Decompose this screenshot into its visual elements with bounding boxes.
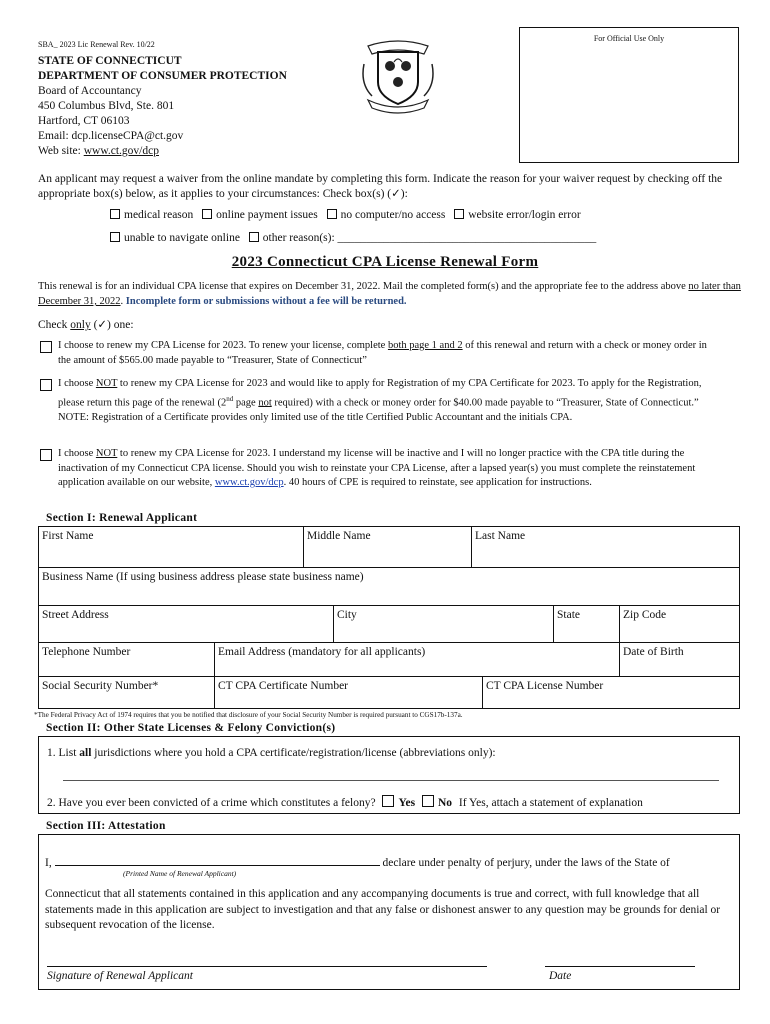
yes-label: Yes [398,797,416,809]
date-of-birth-field[interactable] [619,642,739,676]
field-label: First Name [42,530,94,542]
waiver-payment-checkbox[interactable] [202,209,212,219]
choice-emphasis: both page 1 and 2 [387,340,463,351]
first-name-field[interactable] [39,527,303,567]
field-label: CT CPA Certificate Number [218,680,349,692]
incomplete-warning: Incomplete form or submissions without a fee will be returned. [125,296,407,307]
question-emphasis: all [79,747,92,759]
state-seal-icon [358,34,438,114]
intro-text: . [120,296,126,307]
choice-renew-license [58,339,718,368]
cpa-license-field[interactable] [482,676,739,708]
renewal-intro [38,279,743,309]
waiver-option-label: unable to navigate online [124,232,240,244]
field-label: Social Security Number* [42,680,159,692]
field-label: Date of Birth [623,646,684,658]
choice-text: I choose [58,448,96,459]
waiver-intro: An applicant may request a waiver from the online mandate by completing this form. Indicate the reason for your waiver request by checking off the appropriate box(s) below, as it applies to your circumstances: Check box(s) (✓): [38,173,723,200]
no-label: No [437,797,453,809]
field-label: Business Name (If using business address please state business name) [42,571,364,583]
waiver-option-label: website error/login error [468,209,581,221]
waiver-other-checkbox[interactable] [249,232,259,242]
section-2-title: Section II: Other State Licenses & Felony Conviction(s) [46,722,336,734]
inactive-license-checkbox[interactable] [40,449,52,461]
waiver-options-row-2 [110,232,596,244]
state-name: STATE OF CONNECTICUT [38,55,182,67]
question-jurisdictions [47,747,496,759]
attestation-box [38,834,740,990]
explanation-note: If Yes, attach a statement of explanation [458,797,643,809]
field-label: Last Name [475,530,526,542]
waiver-no-computer-checkbox[interactable] [327,209,337,219]
ordinal-suffix: nd [226,394,234,403]
date-caption: Date [549,970,572,982]
attestation-prefix: I, [45,857,55,869]
field-label: Middle Name [307,530,371,542]
printed-name-caption: (Printed Name of Renewal Applicant) [123,869,237,878]
last-name-field[interactable] [471,527,739,567]
agency-address-block [38,54,287,159]
middle-name-field[interactable] [303,527,471,567]
telephone-field[interactable] [39,642,214,676]
privacy-footnote: *The Federal Privacy Act of 1974 requires that you be notified that disclosure of your Social Security Number is required pursuant to CGS17b-137a. [34,711,463,719]
official-use-box [519,27,739,163]
field-label: Street Address [42,609,109,621]
attestation-declare: declare under penalty of perjury, under the laws of the State of [382,857,670,869]
zip-code-field[interactable] [619,605,739,642]
instruction-only: only [70,319,91,331]
choice-emphasis: NOT [95,448,118,459]
signature-input[interactable] [47,966,487,967]
renewal-applicant-table [38,526,740,709]
intro-text: This renewal is for an individual CPA license that expires on December 31, 2022. Mail the completed form(s) and the appropriate fee to the address above [38,281,689,292]
choice-text: I choose to renew my CPA License for 2023. To renew your license, complete [58,340,388,351]
choice-emphasis: NOT [95,378,118,389]
question-text: 1. List [47,747,80,759]
waiver-options-row-1 [110,209,581,221]
form-title: 2023 Connecticut CPA License Renewal Form [231,254,539,270]
department-name: DEPARTMENT OF CONSUMER PROTECTION [38,70,287,82]
jurisdictions-answer-line[interactable] [63,780,719,781]
contact-email: Email: dcp.licenseCPA@ct.gov [38,130,184,142]
question-text: jurisdictions where you hold a CPA certificate/registration/license (abbreviations only): [91,747,496,759]
field-label: City [337,609,357,621]
instruction-text: (✓) one: [90,319,134,331]
ssn-field[interactable] [39,676,214,708]
register-certificate-checkbox[interactable] [40,379,52,391]
question-text: 2. Have you ever been convicted of a crime which constitutes a felony? [47,797,376,809]
other-licenses-box [38,736,740,814]
check-one-instruction [38,317,134,331]
instruction-text: Check [38,319,71,331]
waiver-medical-checkbox[interactable] [110,209,120,219]
board-name: Board of Accountancy [38,85,142,97]
felony-yes-checkbox[interactable] [382,795,394,807]
field-label: State [557,609,580,621]
field-label: Email Address (mandatory for all applicants) [218,646,426,658]
choice-text: to renew my CPA License for 2023 and would like to apply for Registration of my CPA Certificate for 2023. To apply for the Registration, please return this page of the renewal (2 [58,378,702,408]
choice-emphasis: not [258,397,272,408]
waiver-navigate-checkbox[interactable] [110,232,120,242]
waiver-website-error-checkbox[interactable] [454,209,464,219]
email-field[interactable] [214,642,619,676]
business-name-field[interactable] [39,567,739,605]
street-address: 450 Columbus Blvd, Ste. 801 [38,100,175,112]
street-address-field[interactable] [39,605,333,642]
waiver-option-label[interactable]: other reason(s): _____________________________________________ [262,232,597,244]
website-prefix: Web site: [38,145,84,157]
section-1-title: Section I: Renewal Applicant [46,512,198,524]
reinstatement-link[interactable]: www.ct.gov/dcp [214,477,284,488]
choice-inactive-license [58,447,726,491]
waiver-option-label: medical reason [124,209,194,221]
deadline-text: no later than December 31, 2022 [38,281,741,307]
city-field[interactable] [333,605,553,642]
city-state-zip: Hartford, CT 06103 [38,115,130,127]
cpa-certificate-field[interactable] [214,676,482,708]
state-field[interactable] [553,605,619,642]
form-code: SBA_ 2023 Lic Renewal Rev. 10/22 [38,40,155,49]
felony-no-checkbox[interactable] [422,795,434,807]
choice-register-certificate [58,377,720,425]
attestation-statement: Connecticut that all statements contained in this application and any accompanying documents is true and correct, with full knowledge that all statements made in this application are subject to investigation and that any false or dishonest answer to any question may be grounds for denial or subsequent revocation of the license. [45,888,721,931]
attestation-name-line [45,854,670,869]
section-3-title: Section III: Attestation [46,820,166,832]
question-felony [47,795,643,809]
choice-text: required) with a check or money order for $40.00 made payable to “Treasurer, State of Connecticut.” NOTE: Registration of a Certificate provides only limited use of the title Certified Public Accountant and the initials CPA. [58,397,699,423]
renew-license-checkbox[interactable] [40,341,52,353]
choice-text: I choose [58,378,96,389]
official-use-label: For Official Use Only [593,34,665,43]
printed-name-input[interactable] [55,854,380,866]
signature-caption: Signature of Renewal Applicant [47,970,193,982]
choice-text: of this renewal and return with a check or money order in the amount of $565.00 made payable to “Treasurer, State of Connecticut” [58,340,707,366]
website-line [38,144,287,159]
waiver-option-label: online payment issues [216,209,318,221]
choice-text: . 40 hours of CPE is required to reinstate, see application for instructions. [283,477,592,488]
field-label: Telephone Number [42,646,131,658]
field-label: CT CPA License Number [486,680,604,692]
waiver-option-label: no computer/no access [340,209,446,221]
field-label: Zip Code [623,609,667,621]
date-input[interactable] [545,966,695,967]
choice-text: page [233,397,259,408]
choice-text: to renew my CPA License for 2023. I understand my license will be inactive and I will no longer practice with the CPA title during the inactivation of my Connecticut CPA license. Should you wish to reinstate your CPA License, after a lapsed year(s) you must complete the reinstatement application available on our website, [58,448,696,488]
website-link[interactable]: www.ct.gov/dcp [83,145,159,157]
